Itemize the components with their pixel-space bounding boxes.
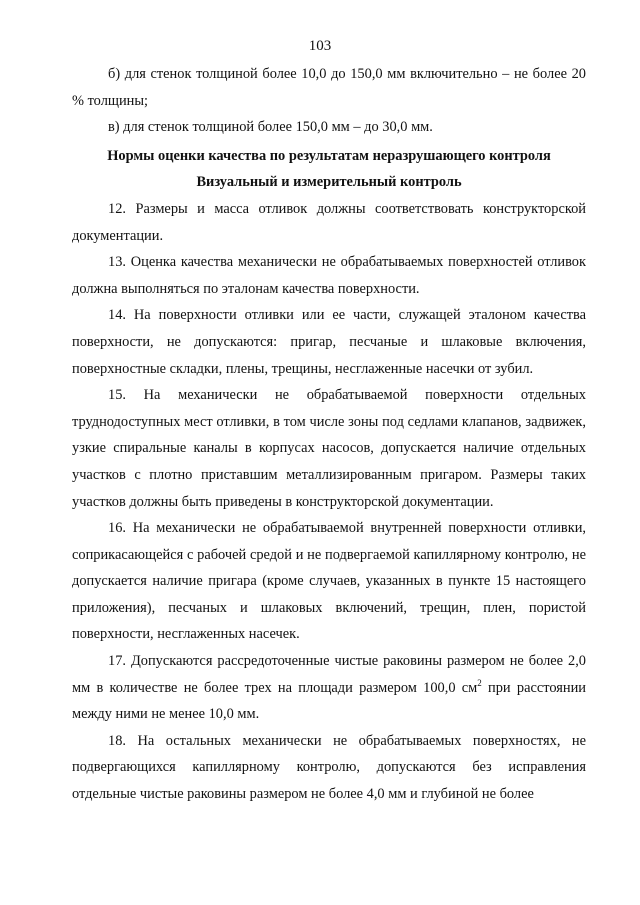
paragraph-16: 16. На механически не обрабатываемой внутренней поверхности отливки, соприкасающейся с рабочей средой и не подвергаемой капиллярному контролю, не допускается наличие пригара (кроме случаев, указанных в пункте 15 настоящего приложения), песчаных и шлаковых включений, трещин, плен, пористой поверхности, несглаженных насечек.: [72, 520, 586, 643]
paragraph-14: 14. На поверхности отливки или ее части, служащей эталоном качества поверхности, не допускаются: пригар, песчаные и шлаковые включения, поверхностные складки, плены, трещины, несглаженные насечки от зубил.: [72, 307, 586, 377]
document-body: [72, 61, 586, 808]
paragraph-18: 18. На остальных механически не обрабатываемых поверхностях, не подвергающихся капиллярному контролю, допускаются без исправления отдельные чистые раковины размером не более 4,0 мм и глубиной не более: [72, 732, 586, 803]
paragraph-13: 13. Оценка качества механически не обрабатываемых поверхностей отливок должна выполняться по эталонам качества поверхности.: [72, 254, 586, 297]
paragraph-15: 15. На механически не обрабатываемой поверхности отдельных труднодоступных мест отливки, в том числе зоны под седлами клапанов, задвижек, узкие спиральные каналы в корпусах насосов, допускается наличие отдельных участков с плотно приставшим металлизированным пригаром. Размеры таких участков должны быть приведены в конструкторской документации.: [72, 387, 586, 510]
subsection-heading: Визуальный и измерительный контроль: [196, 174, 462, 191]
list-item-v: в) для стенок толщиной более 150,0 мм – до 30,0 мм.: [108, 119, 433, 136]
page-number: 103: [308, 38, 332, 54]
list-item-b: б) для стенок толщиной более 10,0 до 150,0 мм включительно – не более 20 % толщины;: [72, 66, 586, 109]
paragraph-17-text-end: при расстоянии между ними не менее 10,0 мм.: [72, 679, 586, 723]
paragraph-12: 12. Размеры и масса отливок должны соответствовать конструкторской документации.: [72, 200, 586, 244]
section-heading: Нормы оценки качества по результатам неразрушающего контроля: [107, 147, 551, 164]
paragraph-17-text-start: 17. Допускаются рассредоточенные чистые раковины размером не более 2,0 мм в количестве не более трех на площади размером 100,0 см: [72, 653, 586, 696]
paragraph-17: [72, 648, 586, 728]
superscript-2: 2: [477, 677, 482, 688]
